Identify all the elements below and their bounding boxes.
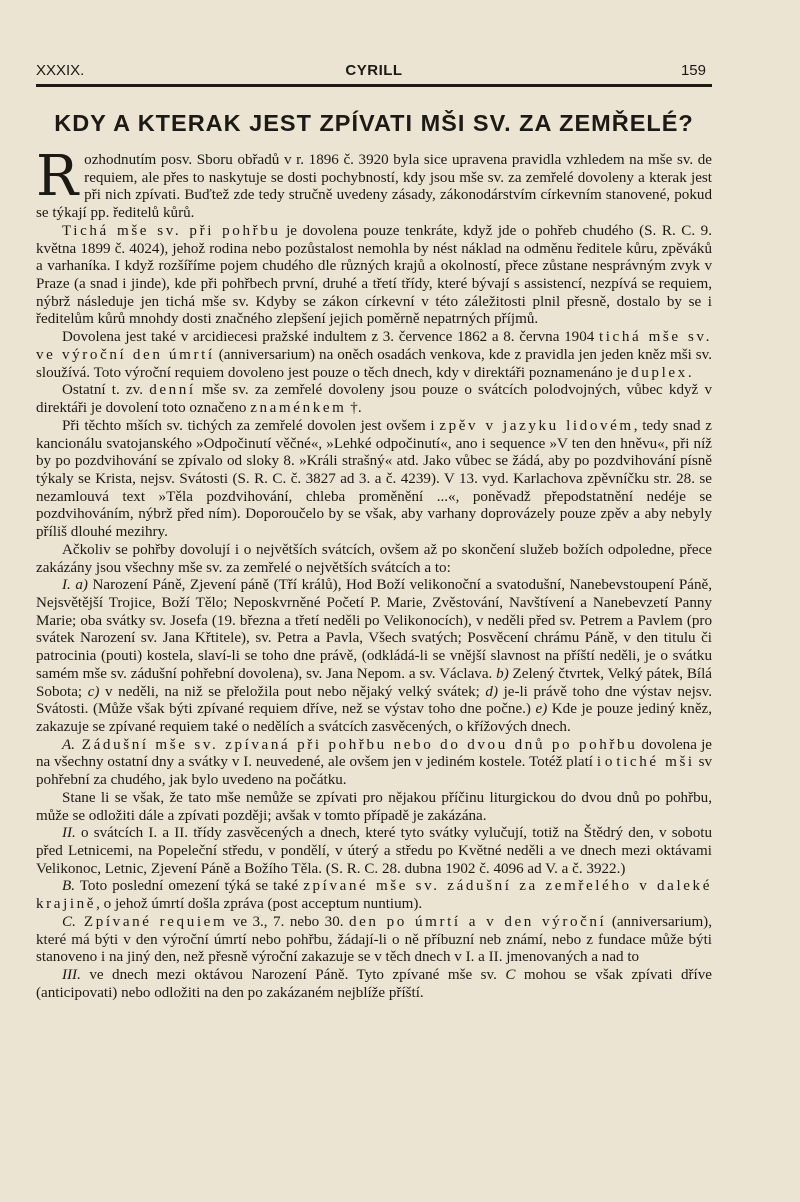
page-number: 159 <box>680 62 706 79</box>
drop-cap: R <box>36 144 79 209</box>
paragraph: I. a) Narození Páně, Zjevení páně (Tří králů), Hod Boží velikonoční a svatodušní, Nanebevstoupení Páně, Nejsvětější Trojice, Boží Tělo; Neposkvrněné Početí P. Marie, Zvěstování, Navštívení a Nanebevzetí Panny Marie; oba svátky sv. Josefa (19. března a třetí neděli po Velikonocích), v neděli před sv. Petrem a Pavlem (pro svátek Narození sv. Jana Křtitele), sv. Petra a Pavla, Všech svatých; Posvěcení chrámu Páně, v den titulu či patrocinia (pouti) kostela, slaví-li se toho dne právě, (odkládá-li se vnější slavnost na příští neděli, je o svátku samém mše sv. zádušní pohřební dovolena), sv. Jana Nepom. a sv. Václava. b) Zelený čtvrtek, Velký pátek, Bílá Sobota; c) v neděli, na niž se přeložila pout nebo nějaký velký svátek; d) je-li právě toho dne výstav nejsv. Svátosti. (Může však býti zpívané requiem dříve, než se výstav toho dne počne.) e) Kde je pouze jediný kněz, zakazuje se zpívané requiem také o nedělích a svátcích zasvěcených, o křížových dnech. <box>36 577 712 735</box>
paragraph: B. Toto poslední omezení týká se také zpívané mše sv. zádušní za zemřelého v daleké krajině, o jehož úmrtí došla zpráva (post acceptum nuntium). <box>36 878 712 913</box>
paragraph: Ačkoliv se pohřby dovolují i o největších svátcích, ovšem až po skončení služeb božích odpoledne, přece zakázány jsou všechny mše sv. za zemřelé o největších svátcích a to: <box>36 541 712 576</box>
paragraph: II. o svátcích I. a II. třídy zasvěcených a dnech, které tyto svátky vylučují, totiž na Štědrý den, v sobotu před Letnicemi, na Popeleční středu, v pondělí, v úterý a středu po Květné neděli a ve dnech mezi oktávami Velikonoc, Letnic, Zjevení Páně a Božího Těla. (S. R. C. 28. dubna 1902 č. 4096 ad V. a č. 3922.) <box>36 825 712 877</box>
article-title: KDY A KTERAK JEST ZPÍVATI MŠI SV. ZA ZEMŘELÉ? <box>54 110 694 136</box>
paragraph: Stane li se však, že tato mše nemůže se zpívati pro nějakou příčinu liturgickou do dvou dnů po pohřbu, může se odložiti dále a zpívati později; avšak v tomto případě je zakázána. <box>36 789 712 824</box>
paragraph: A. Zádušní mše sv. zpívaná při pohřbu nebo do dvou dnů po pohřbu dovolena je na všechny ostatní dny a svátky v I. neuvedené, ale ovšem jen v jediném kostele. Totéž platí i o tiché mši sv pohřební za chudého, jak bylo uvedeno na počátku. <box>36 736 712 789</box>
paragraph: C. Zpívané requiem ve 3., 7. nebo 30. den po úmrtí a v den výroční (anniversarium), které má býti v den výroční úmrtí nebo pohřbu, žádají-li o ně příbuzní neb známí, nebo z fundace může býti stanoveno i na jiný den, než přesně výroční zakazuje se v těch dnech v I. a II. jmenovaných a nad to <box>36 913 712 966</box>
paragraph: Rozhodnutím posv. Sboru obřadů v r. 1896 č. 3920 byla sice upravena pravidla vzhledem na mše sv. de requiem, ale přes to naskytuje se dosti pochybností, kdy jsou mše sv. za zemřelé dovoleny a kterak jest při nich zpívati. Buďtež zde tedy stručně uvedeny zásady, zákonodárstvím církevním stanovené, pokud se týkají pp. ředitelů kůrů. <box>36 144 712 222</box>
header-rule <box>36 84 712 87</box>
paragraph: Ostatní t. zv. denní mše sv. za zemřelé dovoleny jsou pouze o svátcích polodvojných, vůbec když v direktáři je dovolení toto označeno znaménkem †. <box>36 382 712 417</box>
paragraph: Dovolena jest také v arcidiecesi pražské indultem z 3. července 1862 a 8. června 1904 tichá mše sv. ve výroční den úmrtí (anniversarium) na oněch osadách venkova, kde z pravidla jen jeden kněz mši sv. sloužívá. Toto výroční requiem dovoleno jest pouze o těch dnech, kdy v direktáři poznamenáno je duplex. <box>36 329 712 381</box>
journal-name: CYRILL <box>345 62 403 79</box>
paragraph: Tichá mše sv. při pohřbu je dovolena pouze tenkráte, když jde o pohřeb chudého (S. R. C. 9. května 1899 č. 4024), jehož rodina nebo pozůstalost nemohla by nést náklad na odměnu ředitele kůru, zpěváků a varhaníka. I když rozšíříme pojem chudého dle různých krajů a okolností, přece zůstane nesprávným zvyk v Praze (a snad i jinde), kde při pohřbech první, druhé a třetí třídy, které bývají s assistencí, nezpívá se requiem, nýbrž následuje jen tichá mše sv. Kdyby se zákon církevní v této záležitosti plnil přesně, dostalo by se i ředitelům kůrů mnohdy dosti značného zlepšení jejich poměrně nepatrných příjmů. <box>36 222 712 328</box>
running-header <box>36 62 712 82</box>
volume-number: XXXIX. <box>36 62 85 79</box>
paragraph: Při těchto mších sv. tichých za zemřelé dovolen jest ovšem i zpěv v jazyku lidovém, tedy snad z kancionálu svatojanského »Odpočinutí věčné«, »Lehké odpočinutí«, ano i sequence »V ten den hněvu«, při níž by po pozdvihování se zpívalo od sloky 8. »Králi strašný« atd. Jako vůbec se žádá, aby po pozdvihování písně týkaly se Krista, nejsv. Svátosti (S. R. C. č. 3827 ad 3. a č. 4239). V 13. vyd. Karlachova zpěvníčku str. 28. se nezamlouvá text »Těla pozdvihování, chleba proměnění ...«, poněvadž přepodstatnění nedéje se pozdvihováním, nýbrž před ním). Doporoučelo by se však, aby varhany doprovázely pouze zpěv a aby nebyly příliš dlouhé mezihry. <box>36 417 712 541</box>
article-body <box>36 144 712 1003</box>
paragraph: III. ve dnech mezi oktávou Narození Páně. Tyto zpívané mše sv. C mohou se však zpívati dříve (anticipovati) nebo odložiti na den po zakázaném nejblíže příští. <box>36 967 712 1001</box>
